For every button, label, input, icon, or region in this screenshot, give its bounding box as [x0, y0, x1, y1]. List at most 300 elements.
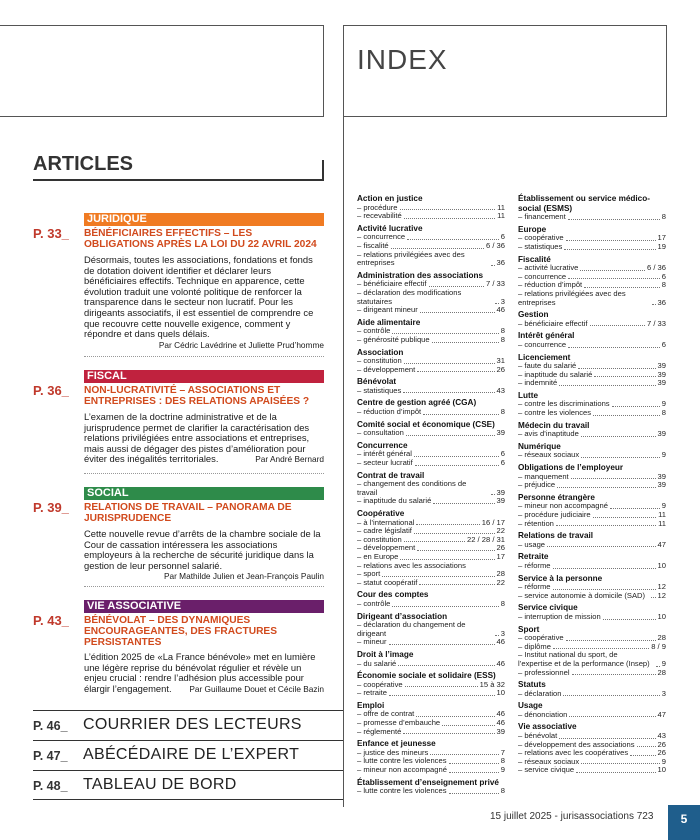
- index-section: [518, 722, 666, 775]
- index-entry-pages: 12: [657, 582, 666, 592]
- bottom-item-title: COURRIER DES LECTEURS: [83, 716, 302, 733]
- index-entry-pages: 39: [496, 428, 505, 438]
- index-entry-pages: 26: [496, 364, 505, 374]
- index-leader-dots: [491, 265, 495, 266]
- index-entry-pages: 7 / 33: [647, 318, 666, 328]
- index-entry-pages: 7 / 33: [486, 279, 505, 289]
- index-leader-dots: [572, 674, 656, 675]
- index-entry[interactable]: [357, 689, 505, 698]
- index-entry-pages: 39: [657, 361, 666, 371]
- index-entry-label: – du salarié: [357, 658, 397, 668]
- index-section: [518, 310, 666, 328]
- index-entry-pages: 10: [657, 765, 666, 775]
- index-entry-pages: 8: [500, 756, 505, 766]
- index-entry-pages: 47: [657, 709, 666, 719]
- index-heading: Europe: [518, 224, 547, 234]
- index-entry-label: – développement: [357, 543, 416, 553]
- article-separator: [84, 473, 324, 474]
- index-heading: Administration des associations: [357, 270, 484, 280]
- index-entry-label: – retraite: [357, 688, 387, 698]
- index-leader-dots: [651, 597, 655, 598]
- index-entry-label: – diplôme: [518, 641, 551, 651]
- index-leader-dots: [571, 478, 656, 479]
- index-leader-dots: [568, 219, 660, 220]
- index-entry-label: – réseaux sociaux: [518, 756, 580, 766]
- index-section: [357, 441, 505, 468]
- index-entry-label: – indemnité: [518, 378, 558, 388]
- article-summary: [84, 652, 324, 694]
- index-entry-pages: 46: [496, 658, 505, 668]
- index-heading: Droit à l’image: [357, 649, 414, 659]
- index-section: [357, 318, 505, 345]
- index-heading: Cour des comptes: [357, 590, 429, 600]
- index-entry-label: – secteur lucratif: [357, 458, 413, 468]
- index-entry[interactable]: [518, 341, 666, 350]
- article-summary-text: L’édition 2025 de «La France bénévole» met en lumière une légère reprise du bénévolat régulier et révèle un enjeu crucial : rendre l’adhésion plus accessible pour élargir l’engagement.: [84, 651, 316, 694]
- index-entry[interactable]: [518, 562, 666, 571]
- index-leader-dots: [403, 392, 494, 393]
- index-entry-label: – réduction d’impôt: [357, 407, 422, 417]
- article-category-band: JURIDIQUE: [84, 213, 324, 226]
- index-column-left: [357, 194, 505, 799]
- index-entry-pages: 39: [496, 496, 505, 506]
- footer-issue: 15 juillet 2025 - jurisassociations 723: [490, 811, 654, 822]
- index-entry[interactable]: [518, 243, 666, 252]
- index-entry-pages: 9: [661, 658, 666, 668]
- index-entry[interactable]: [518, 766, 666, 775]
- index-entry-pages: 11: [497, 202, 505, 212]
- index-entry-label: – en Europe: [357, 551, 399, 561]
- index-section: [518, 463, 666, 490]
- index-leader-dots: [559, 738, 655, 739]
- index-entry-pages: 39: [657, 378, 666, 388]
- index-entry[interactable]: [518, 541, 666, 550]
- index-heading: Retraite: [518, 552, 549, 562]
- index-entry-pages: 10: [657, 560, 666, 570]
- top-left-frame: [0, 25, 324, 117]
- index-entry[interactable]: [357, 289, 505, 306]
- index-entry-pages: 11: [497, 211, 505, 221]
- article-category-band: FISCAL: [84, 370, 324, 383]
- articles-heading: ARTICLES: [33, 153, 133, 175]
- index-section: [518, 331, 666, 349]
- index-heading: Personne étrangère: [518, 492, 595, 502]
- index-entry-label: – réduction d’impôt: [518, 280, 583, 290]
- index-entry-pages: 8: [661, 408, 666, 418]
- index-entry-label: – coopérative: [357, 679, 403, 689]
- index-entry[interactable]: [518, 592, 666, 601]
- index-entry-pages: 43: [496, 385, 505, 395]
- article-summary: [84, 529, 324, 582]
- index-entry-pages: 6: [500, 458, 505, 468]
- index-leader-dots: [557, 487, 655, 488]
- article-separator: [84, 356, 324, 357]
- index-entry-label: – consultation: [357, 428, 404, 438]
- index-leader-dots: [407, 239, 499, 240]
- index-entry[interactable]: [357, 766, 505, 775]
- index-entry-label: – changement des conditions de travail: [357, 479, 467, 497]
- index-leader-dots: [630, 755, 655, 756]
- index-heading: Médecin du travail: [518, 420, 590, 430]
- index-entry-label: – mineur non accompagné: [518, 501, 608, 511]
- index-entry[interactable]: [357, 480, 505, 497]
- index-entry-label: – relations privilégiées avec des entreprises: [357, 249, 465, 268]
- index-entry[interactable]: [518, 481, 666, 490]
- index-entry-label: – promesse d’embauche: [357, 718, 441, 728]
- index-entry-label: – coopérative: [518, 633, 564, 643]
- index-entry-label: – bénéficiaire effectif: [357, 279, 427, 289]
- index-entry[interactable]: [518, 613, 666, 622]
- index-column-rule: [343, 117, 344, 807]
- index-entry[interactable]: [357, 621, 505, 638]
- index-section: [518, 493, 666, 528]
- index-section: [518, 701, 666, 719]
- index-entry-label: – statistiques: [357, 385, 402, 395]
- index-leader-dots: [417, 371, 494, 372]
- index-entry-label: – statistiques: [518, 241, 563, 251]
- index-section: [518, 391, 666, 418]
- index-entry-pages: 9: [661, 450, 666, 460]
- article-author: Par André Bernard: [255, 454, 324, 465]
- index-entry-pages: 46: [496, 718, 505, 728]
- index-heading: Intérêt général: [518, 331, 575, 341]
- article-title[interactable]: NON-LUCRATIVITÉ – ASSOCIATIONS ET ENTREPRISES : DES RELATIONS APAISÉES ?: [84, 385, 310, 408]
- index-entry-pages: 6: [500, 232, 505, 242]
- index-entry-pages: 47: [657, 539, 666, 549]
- index-entry-pages: 39: [496, 487, 505, 497]
- index-leader-dots: [414, 533, 495, 534]
- bottom-item-page: P. 48_: [33, 779, 68, 793]
- index-section: [518, 353, 666, 388]
- index-entry-pages: 3: [661, 688, 666, 698]
- index-entry[interactable]: [518, 379, 666, 388]
- index-entry-pages: 6: [661, 271, 666, 281]
- index-leader-dots: [392, 333, 498, 334]
- index-entry[interactable]: [357, 497, 505, 506]
- index-entry-label: – faute du salarié: [518, 361, 577, 371]
- article-page-number[interactable]: P. 33_: [33, 226, 69, 241]
- bottom-item-courrier[interactable]: [33, 710, 343, 738]
- index-leader-dots: [403, 733, 494, 734]
- index-entry-pages: 22: [496, 577, 505, 587]
- index-entry-pages: 8: [500, 786, 505, 796]
- index-leader-dots: [400, 209, 496, 210]
- index-section: [357, 509, 505, 587]
- index-entry-label: – contre les discriminations: [518, 399, 610, 409]
- index-entry-pages: 8: [661, 280, 666, 290]
- index-section: [357, 612, 505, 647]
- index-heading: Lutte: [518, 390, 539, 400]
- index-entry[interactable]: [518, 690, 666, 699]
- index-entry-pages: 10: [496, 688, 505, 698]
- index-entry-label: – fiscalité: [357, 240, 389, 250]
- index-section: [357, 271, 505, 315]
- index-entry[interactable]: [357, 251, 505, 268]
- index-heading: Usage: [518, 701, 543, 711]
- index-entry-label: – procédure judiciaire: [518, 510, 591, 519]
- index-entry-pages: 39: [657, 369, 666, 379]
- index-entry-pages: 11: [658, 518, 666, 528]
- index-leader-dots: [491, 494, 495, 495]
- bottom-item-tableau[interactable]: [33, 770, 343, 800]
- index-entry-pages: 11: [658, 510, 666, 519]
- index-entry-label: – concurrence: [518, 271, 567, 281]
- index-entry-label: – service autonomie à domicile (SAD): [518, 590, 646, 600]
- index-leader-dots: [556, 525, 656, 526]
- index-entry[interactable]: [357, 728, 505, 737]
- index-leader-dots: [581, 763, 660, 764]
- index-entry[interactable]: [357, 366, 505, 375]
- index-leader-dots: [559, 385, 655, 386]
- index-entry-label: – cadre législatif: [357, 526, 412, 536]
- index-entry[interactable]: [518, 409, 666, 418]
- index-entry-pages: 8 / 9: [651, 641, 666, 651]
- index-leader-dots: [568, 278, 660, 279]
- index-entry[interactable]: [518, 711, 666, 720]
- index-leader-dots: [392, 606, 498, 607]
- index-entry[interactable]: [357, 408, 505, 417]
- index-entry-label: – réforme: [518, 582, 551, 592]
- index-leader-dots: [578, 368, 655, 369]
- bottom-item-title: ABÉCÉDAIRE DE L’EXPERT: [83, 746, 300, 763]
- index-entry-label: – financement: [518, 212, 566, 222]
- index-entry[interactable]: [518, 320, 666, 329]
- index-leader-dots: [398, 665, 494, 666]
- index-entry-label: – mineur: [357, 637, 387, 647]
- index-entry-label: – justice des mineurs: [357, 747, 429, 757]
- index-leader-dots: [432, 342, 499, 343]
- index-section: [357, 398, 505, 416]
- article-page-number[interactable]: P. 39_: [33, 500, 69, 515]
- index-leader-dots: [594, 376, 655, 377]
- index-leader-dots: [495, 635, 499, 636]
- index-section: [357, 778, 505, 796]
- index-leader-dots: [580, 270, 645, 271]
- article-title[interactable]: RELATIONS DE TRAVAIL – PANORAMA DE JURISPRUDENCE: [84, 502, 292, 525]
- index-entry-label: – professionnel: [518, 667, 570, 677]
- index-leader-dots: [429, 286, 484, 287]
- index-section: [518, 255, 666, 308]
- index-heading: Activité lucrative: [357, 223, 423, 233]
- index-entry-label: – à l’international: [357, 517, 415, 527]
- index-entry[interactable]: [518, 451, 666, 460]
- index-entry-pages: 43: [657, 731, 666, 741]
- bottom-item-title: TABLEAU DE BORD: [83, 776, 237, 793]
- index-entry-pages: 46: [496, 637, 505, 647]
- index-entry-label: – relations privilégiées avec des entreprises: [518, 288, 626, 307]
- index-leader-dots: [566, 240, 656, 241]
- index-heading: Coopérative: [357, 509, 405, 518]
- index-entry[interactable]: [357, 638, 505, 647]
- index-leader-dots: [382, 576, 494, 577]
- index-entry-label: – lutte contre les violences: [357, 786, 447, 796]
- article-page-number[interactable]: P. 36_: [33, 383, 69, 398]
- index-entry-pages: 36: [657, 297, 666, 307]
- index-section: [357, 377, 505, 395]
- index-entry-label: – lutte contre les violences: [357, 756, 447, 766]
- article-title[interactable]: BÉNÉVOLAT – DES DYNAMIQUES ENCOURAGEANTES, DES FRACTURES PERSISTANTES: [84, 615, 278, 649]
- index-leader-dots: [576, 772, 655, 773]
- index-entry-label: – réglementé: [357, 726, 402, 736]
- index-entry[interactable]: [357, 600, 505, 609]
- index-entry-pages: 6: [500, 449, 505, 459]
- index-heading: Établissement ou service médico-social (ESMS): [518, 194, 650, 213]
- article-summary-text: Désormais, toutes les associations, fondations et fonds de dotation doivent identifier et déclarer leurs bénéficiaires effectifs. Technique en apparence, cette évolution traduit une volonté politique de renforcer la transparence dans le secteur non lucratif. Pour les dirigeants associatifs, il est essentiel de comprendre ce que recouvre cette nouvelle exigence, comment y répondre et dans quels délais.: [84, 254, 314, 340]
- index-section: [357, 701, 505, 736]
- index-entry-pages: 6 / 36: [647, 263, 666, 273]
- index-entry-label: – Institut national du sport, de l’expertise et de la performance (Insep): [518, 650, 650, 668]
- index-entry[interactable]: [357, 336, 505, 345]
- index-entry-pages: 9: [500, 765, 505, 775]
- index-entry-label: – relations avec les coopératives: [518, 748, 629, 758]
- index-leader-dots: [416, 524, 479, 525]
- index-leader-dots: [405, 686, 478, 687]
- index-section: [518, 680, 666, 698]
- bottom-item-page: P. 46_: [33, 719, 68, 733]
- index-heading: Action en justice: [357, 194, 423, 203]
- index-section: [357, 348, 505, 375]
- index-entry-pages: 15 à 32: [479, 679, 505, 689]
- index-entry-label: – bénéficiaire effectif: [518, 318, 588, 328]
- index-section: [518, 442, 666, 460]
- index-entry-label: – offre de contrat: [357, 709, 415, 719]
- index-leader-dots: [417, 550, 494, 551]
- index-section: [518, 603, 666, 621]
- index-leader-dots: [414, 456, 499, 457]
- index-leader-dots: [495, 303, 499, 304]
- index-entry-label: – concurrence: [357, 232, 406, 242]
- index-entry[interactable]: [518, 520, 666, 529]
- index-heading: Comité social et économique (CSE): [357, 419, 495, 429]
- index-entry-label: – déclaration du changement de dirigeant: [357, 620, 466, 638]
- index-leader-dots: [569, 716, 655, 717]
- index-entry-label: – générosité publique: [357, 334, 430, 344]
- article-summary: [84, 255, 324, 350]
- index-leader-dots: [406, 435, 495, 436]
- page-number: 5: [668, 805, 700, 840]
- index-entry-pages: 10: [657, 611, 666, 621]
- bottom-item-page: P. 47_: [33, 749, 68, 763]
- article-page-number[interactable]: P. 43_: [33, 613, 69, 628]
- index-entry[interactable]: [357, 306, 505, 315]
- index-entry[interactable]: [357, 212, 505, 221]
- index-entry-label: – relations avec les associations: [357, 560, 466, 570]
- index-entry-label: – constitution: [357, 534, 402, 544]
- index-heading: Bénévolat: [357, 377, 397, 387]
- index-entry-pages: 16 / 17: [481, 517, 505, 527]
- index-entry-pages: 46: [496, 305, 505, 315]
- index-entry-pages: 31: [496, 356, 505, 366]
- index-heading: Statuts: [518, 680, 546, 690]
- index-leader-dots: [433, 503, 494, 504]
- index-heading: Concurrence: [357, 440, 408, 450]
- index-leader-dots: [603, 619, 656, 620]
- index-section: [357, 671, 505, 698]
- index-leader-dots: [391, 248, 484, 249]
- index-entry[interactable]: [357, 579, 505, 588]
- index-section: [357, 650, 505, 668]
- index-leader-dots: [553, 589, 656, 590]
- index-entry[interactable]: [518, 430, 666, 439]
- index-section: [518, 552, 666, 570]
- index-entry[interactable]: [357, 429, 505, 438]
- index-heading: Service civique: [518, 603, 578, 613]
- index-leader-dots: [430, 754, 498, 755]
- index-entry-label: – rétention: [518, 518, 554, 528]
- index-entry-label: – déclaration: [518, 688, 562, 698]
- index-entry[interactable]: [518, 651, 666, 668]
- index-entry-pages: 8: [500, 334, 505, 344]
- index-leader-dots: [404, 541, 465, 542]
- article-summary-text: L’examen de la doctrine administrative et de la jurisprudence permet de clarifier la caractérisation des relations privilégiées entre associations et entreprises, mais aussi de dégager des pistes d’amélioration pour éviter des inégalités territoriales.: [84, 411, 310, 465]
- index-entry-label: – intérêt général: [357, 449, 412, 459]
- index-entry-pages: 22: [496, 526, 505, 536]
- article-category-band: VIE ASSOCIATIVE: [84, 600, 324, 613]
- index-entry[interactable]: [357, 459, 505, 468]
- index-heading: Licenciement: [518, 352, 571, 362]
- index-heading: Enfance et jeunesse: [357, 739, 436, 749]
- index-leader-dots: [590, 325, 645, 326]
- index-entry-label: – recevabilité: [357, 211, 402, 221]
- index-leader-dots: [389, 644, 495, 645]
- index-leader-dots: [442, 725, 494, 726]
- index-entry-pages: 6 / 36: [486, 240, 505, 250]
- index-entry-label: – préjudice: [518, 480, 556, 490]
- article-category-band: SOCIAL: [84, 487, 324, 500]
- index-entry-pages: 17: [496, 551, 505, 561]
- index-leader-dots: [584, 287, 660, 288]
- index-heading: Obligations de l’employeur: [518, 463, 624, 473]
- index-heading: Contrat de travail: [357, 470, 425, 480]
- index-entry-label: – contrôle: [357, 598, 391, 608]
- index-heading: Service à la personne: [518, 573, 603, 583]
- index-leader-dots: [652, 304, 656, 305]
- index-leader-dots: [593, 415, 660, 416]
- index-heading: Dirigeant d’association: [357, 611, 448, 621]
- bottom-item-abecedaire[interactable]: [33, 740, 343, 768]
- index-entry-pages: 3: [500, 628, 505, 638]
- index-entry-label: – bénévolat: [518, 731, 558, 741]
- index-heading: Relations de travail: [518, 531, 594, 541]
- index-entry[interactable]: [357, 660, 505, 669]
- index-leader-dots: [553, 648, 649, 649]
- index-entry[interactable]: [357, 387, 505, 396]
- index-leader-dots: [612, 406, 660, 407]
- index-entry-pages: 28: [657, 667, 666, 677]
- article-separator: [84, 586, 324, 587]
- index-entry-pages: 7: [500, 747, 505, 757]
- index-heading: Vie associative: [518, 722, 577, 732]
- index-entry-pages: 36: [496, 258, 505, 268]
- index-entry-pages: 26: [657, 739, 666, 749]
- article-author: Par Mathilde Julien et Jean-François Paulin: [163, 571, 324, 582]
- index-entry[interactable]: [518, 669, 666, 678]
- index-entry-pages: 39: [657, 471, 666, 481]
- index-entry[interactable]: [518, 290, 666, 307]
- index-leader-dots: [637, 746, 656, 747]
- article-title[interactable]: BÉNÉFICIAIRES EFFECTIFS – LES OBLIGATIONS APRÈS LA LOI DU 22 AVRIL 2024: [84, 228, 317, 251]
- index-entry-label: – activité lucrative: [518, 263, 579, 273]
- index-entry[interactable]: [518, 213, 666, 222]
- index-leader-dots: [389, 695, 495, 696]
- index-entry-label: – déclaration des modifications statutaires: [357, 287, 462, 306]
- article-author: Par Guillaume Douet et Cécile Bazin: [189, 683, 324, 694]
- index-entry-pages: 8: [500, 407, 505, 417]
- index-heading: Fiscalité: [518, 254, 551, 264]
- index-leader-dots: [564, 249, 655, 250]
- index-entry-pages: 6: [661, 339, 666, 349]
- index-entry[interactable]: [357, 787, 505, 796]
